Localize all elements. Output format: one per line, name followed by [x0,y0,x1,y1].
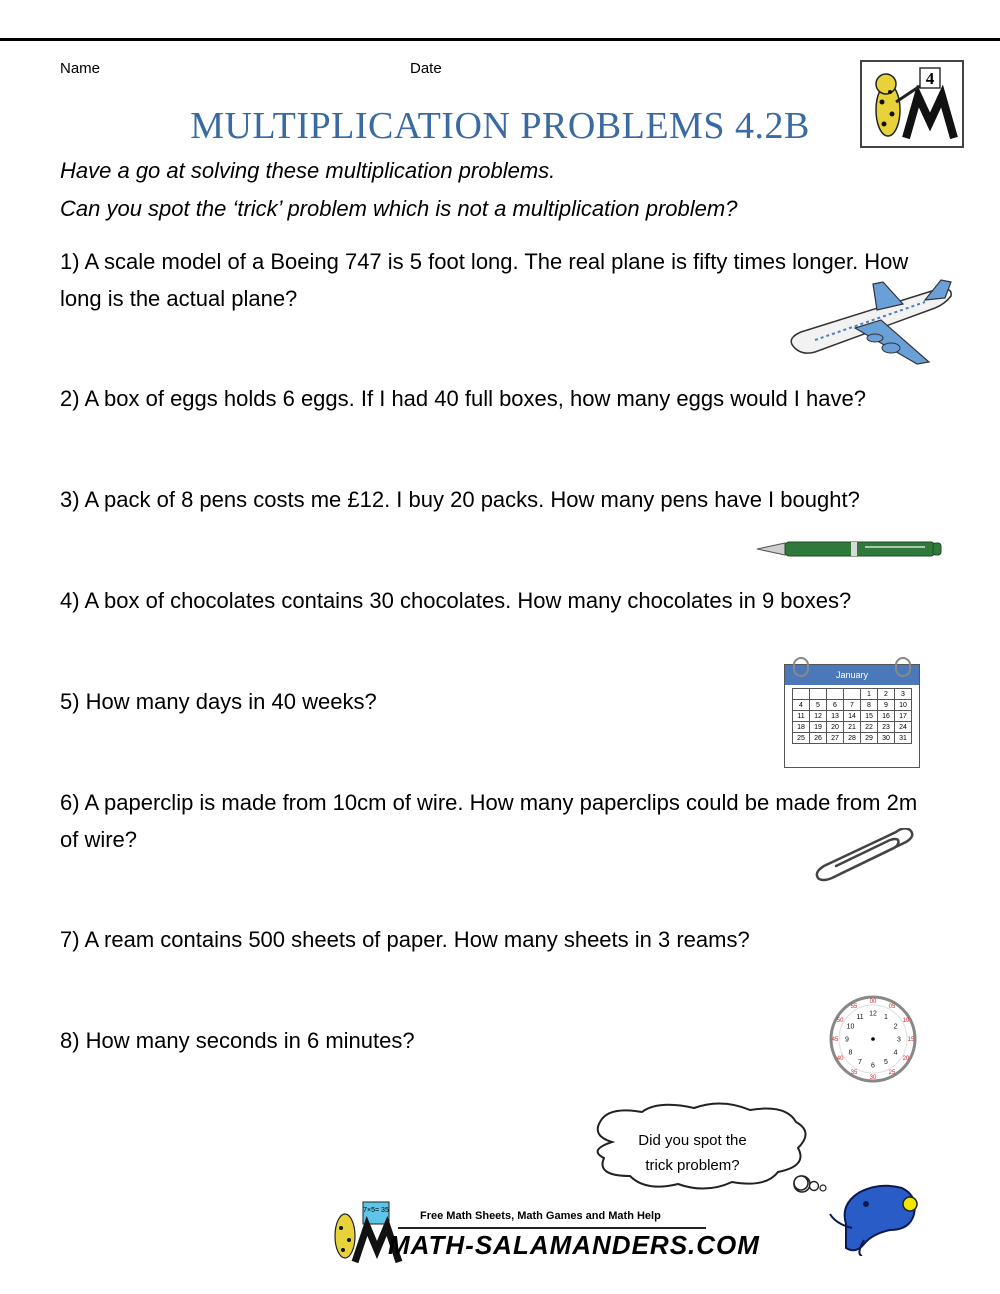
clock-hour-label: 3 [897,1036,901,1044]
footer-tagline: Free Math Sheets, Math Games and Math Help [420,1210,661,1222]
paperclip-icon [810,828,920,882]
clock-icon [822,993,924,1085]
grade-number: 4 [925,69,935,88]
clock-hour-label: 10 [846,1023,855,1031]
footer-rule [398,1227,706,1229]
clock-hour-label: 2 [893,1023,898,1031]
clock-minute-label: 30 [869,1075,877,1081]
question-6: 6) A paperclip is made from 10cm of wire. How many paperclips could be made from 2m of wire? [60,790,918,852]
question-2: 2) A box of eggs holds 6 eggs. If I had 40 full boxes, how many eggs would I have? [60,386,866,411]
clock-hour-label: 1 [884,1013,888,1021]
name-label: Name [60,60,101,77]
calendar-month: January [785,665,919,685]
clock-minute-label: 15 [907,1037,915,1043]
date-label: Date [410,60,442,77]
question-8: 8) How many seconds in 6 minutes? [60,1028,415,1053]
question-5: 5) How many days in 40 weeks? [60,689,377,714]
footer-brand[interactable]: MATH-SALAMANDERS.COM [388,1230,760,1260]
intro-line-1: Have a go at solving these multiplication problems. [60,158,556,183]
clock-hour-label: 8 [848,1049,853,1057]
clock-minute-label: 40 [836,1056,844,1062]
clock-minute-label: 20 [902,1056,910,1062]
clock-hour-label: 5 [884,1059,888,1067]
clock-hour-label: 11 [856,1013,864,1021]
clock-hour-label: 6 [871,1062,875,1070]
footer-logo-sum: 7×5= 35 [363,1207,389,1214]
page-title: MULTIPLICATION PROBLEMS 4.2B [190,105,810,147]
question-7: 7) A ream contains 500 sheets of paper. How many sheets in 3 reams? [60,927,750,952]
clock-minute-label: 50 [836,1018,844,1024]
top-rule [0,38,1000,41]
clock-minute-label: 55 [850,1004,858,1011]
question-1: 1) A scale model of a Boeing 747 is 5 foot long. The real plane is fifty times longer. How long is the actual plane? [60,249,909,311]
clock-minute-label: 00 [869,999,877,1005]
airplane-icon [785,278,960,368]
clock-minute-label: 05 [888,1004,896,1011]
clock-minute-label: 25 [888,1069,896,1076]
calendar-icon [784,664,920,768]
clock-minute-label: 45 [831,1037,839,1043]
question-4: 4) A box of chocolates contains 30 chocolates. How many chocolates in 9 boxes? [60,588,852,613]
salamander-icon [826,1164,918,1256]
intro-line-2: Can you spot the ‘trick’ problem which is not a multiplication problem? [60,196,738,221]
pen-icon [755,538,943,560]
clock-hour-label: 12 [869,1010,877,1018]
question-3: 3) A pack of 8 pens costs me £12. I buy 20 packs. How many pens have I bought? [60,487,860,512]
bubble-line-2: trick problem? [645,1157,740,1174]
clock-minute-label: 35 [850,1069,858,1076]
clock-hour-label: 7 [858,1059,862,1067]
clock-hour-label: 4 [893,1049,898,1057]
clock-minute-label: 10 [902,1018,910,1024]
calendar-grid: 1 2 3 4 5 6 7 8 9 10 11 12 13 14 15 16 17 18 19 20 21 22 23 24 25 26 27 28 29 30 31 [792,688,912,744]
clock-hour-label: 9 [845,1036,849,1044]
bubble-line-1: Did you spot the [638,1132,747,1149]
